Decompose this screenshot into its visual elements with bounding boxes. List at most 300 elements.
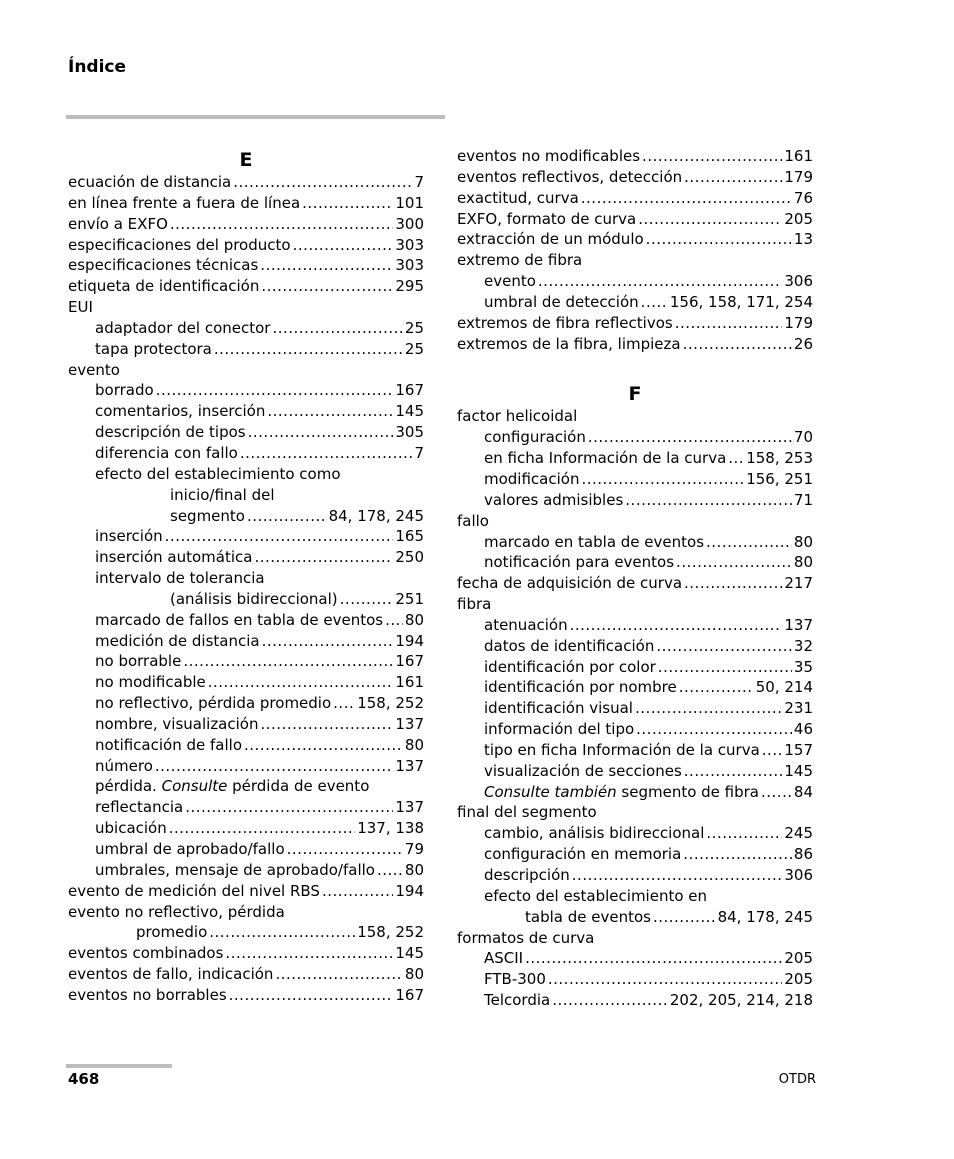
- index-entry: [457, 677, 813, 698]
- index-entry: [457, 948, 813, 969]
- dot-leader: [683, 844, 792, 865]
- section-letter-e: E: [239, 149, 253, 171]
- index-entry-pages: 137: [395, 756, 424, 775]
- index-entry-term-text: atenuación: [484, 615, 568, 634]
- index-entry-term-text: FTB-300: [484, 970, 546, 989]
- index-entry-term: [95, 610, 383, 631]
- index-entry-term: [95, 568, 265, 589]
- index-entry-term: [457, 229, 644, 250]
- index-entry-term-text: evento no reflectivo, pérdida: [68, 902, 285, 921]
- index-entry-pages: 161: [395, 673, 424, 692]
- index-entry-term-text: nombre, visualización: [95, 714, 259, 733]
- index-entry: [457, 823, 813, 844]
- index-entry: [457, 448, 813, 469]
- index-entry-term: [95, 818, 167, 839]
- dot-leader: [275, 964, 402, 985]
- index-entry-term-text: extremos de fibra reflectivos: [457, 313, 673, 332]
- index-entry: [457, 250, 813, 271]
- index-entry-term-text: en ficha Información de la curva: [484, 449, 727, 468]
- index-entry: [68, 193, 424, 214]
- index-entry: [457, 209, 813, 230]
- index-entry: [457, 573, 813, 594]
- dot-leader: [240, 443, 413, 464]
- dot-leader: [638, 209, 782, 230]
- dot-leader: [233, 172, 412, 193]
- dot-leader: [653, 907, 716, 928]
- dot-leader: [635, 698, 782, 719]
- index-entry-term: [484, 615, 568, 636]
- index-entry: [457, 406, 813, 427]
- index-entry-term-text: inicio/final del: [170, 485, 275, 504]
- index-entry-term: [457, 928, 594, 949]
- index-entry: [68, 422, 424, 443]
- index-entry-term: [95, 860, 375, 881]
- dot-leader: [248, 422, 394, 443]
- index-entry-term-text: eventos combinados: [68, 944, 224, 963]
- index-entry-term-text: eventos de fallo, indicación: [68, 965, 274, 984]
- index-entry-term: [457, 573, 682, 594]
- index-entry-term: [95, 756, 153, 777]
- dot-leader: [706, 823, 782, 844]
- index-entry-term: [95, 651, 181, 672]
- index-entry: [68, 985, 424, 1006]
- index-entry-term: [457, 511, 489, 532]
- index-entry-term: [484, 677, 677, 698]
- index-entry-term-text: modificación: [484, 469, 580, 488]
- index-entry: [457, 469, 813, 490]
- index-entry: [457, 229, 813, 250]
- index-entry-term-text: identificación por nombre: [484, 678, 677, 697]
- index-entry-term-text: reflectancia: [95, 798, 184, 817]
- index-entry-term-text: borrado: [95, 381, 154, 400]
- index-entry-term: [68, 360, 120, 381]
- dot-leader: [625, 490, 792, 511]
- index-entry-term-text: especificaciones del producto: [68, 235, 291, 254]
- dot-leader: [170, 214, 393, 235]
- index-entry-term: [484, 552, 674, 573]
- index-entry-term-text: umbral de detección: [484, 292, 639, 311]
- dot-leader: [683, 334, 792, 355]
- dot-leader: [675, 313, 783, 334]
- index-entry-term: [95, 714, 258, 735]
- index-entry: [68, 589, 424, 610]
- index-entry-term: [95, 526, 163, 547]
- index-entry-pages: 157: [784, 740, 813, 759]
- index-entry-term-text: umbrales, mensaje de aprobado/fallo: [95, 860, 375, 879]
- index-entry-pages: 305: [395, 423, 424, 442]
- index-entry-term: [457, 250, 582, 271]
- index-entry-term-text: pérdida de evento: [227, 777, 370, 796]
- index-entry-term-text: datos de identificación: [484, 636, 655, 655]
- index-entry-pages: 167: [395, 985, 424, 1004]
- index-entry-term: [95, 797, 183, 818]
- index-entry-pages: 306: [784, 866, 813, 884]
- index-entry-term: [68, 985, 227, 1006]
- index-entries-e-left: [68, 172, 424, 1006]
- index-entry-pages: 137: [395, 798, 424, 817]
- index-entry: [457, 188, 813, 209]
- index-entry: [68, 235, 424, 256]
- index-entry-pages: 26: [793, 334, 813, 353]
- index-entry: [68, 839, 424, 860]
- dot-leader: [333, 693, 355, 714]
- dot-leader: [185, 797, 393, 818]
- index-entry-term-text: no modificable: [95, 673, 206, 692]
- index-entry-pages: 80: [404, 965, 424, 984]
- index-entry-term-text: final del segmento: [457, 803, 597, 822]
- index-entry-term: [68, 214, 168, 235]
- dot-leader: [538, 271, 782, 292]
- index-entry: [68, 651, 424, 672]
- index-entry-term: [457, 594, 491, 615]
- index-entry: [457, 907, 813, 928]
- dot-leader: [581, 188, 792, 209]
- index-entry-term: [68, 881, 320, 902]
- index-entry-pages: 80: [793, 553, 813, 572]
- dot-leader: [646, 229, 792, 250]
- index-entry-term-text: ubicación: [95, 819, 167, 838]
- dot-leader: [244, 735, 403, 756]
- dot-leader: [247, 506, 327, 527]
- dot-leader: [761, 782, 792, 803]
- index-entry-term: [95, 443, 238, 464]
- index-entry-term-text: no reflectivo, pérdida promedio: [95, 694, 332, 713]
- index-entry: [68, 276, 424, 297]
- dot-leader: [706, 532, 792, 553]
- index-entry-term: [484, 427, 586, 448]
- index-entry-term: [95, 464, 341, 485]
- index-entry-term-text: inserción: [95, 527, 163, 546]
- index-entry-term: [484, 782, 759, 803]
- index-entry-pages: 300: [395, 214, 424, 233]
- dot-leader: [385, 610, 403, 631]
- index-entry: [457, 886, 813, 907]
- index-entry-pages: 70: [793, 428, 813, 447]
- dot-leader: [260, 255, 393, 276]
- index-entry-pages: 13: [793, 230, 813, 249]
- index-entry: [68, 693, 424, 714]
- index-entry-term: [457, 146, 640, 167]
- index-entry-term: [484, 990, 550, 1011]
- index-entry-term-text: marcado en tabla de eventos: [484, 532, 705, 551]
- index-entry-term-text: no borrable: [95, 652, 182, 671]
- index-entry-pages: 7: [414, 173, 424, 191]
- index-entry-term-text: ASCII: [484, 949, 524, 968]
- index-entry-pages: 194: [395, 881, 424, 900]
- index-entry-term: [68, 235, 291, 256]
- index-entry-term-text: factor helicoidal: [457, 407, 578, 426]
- index-entry-term-text: (análisis bidireccional): [170, 589, 338, 608]
- index-entry-pages: 32: [793, 636, 813, 655]
- index-entry: [457, 427, 813, 448]
- index-entry: [457, 146, 813, 167]
- index-entry-pages: 205: [784, 209, 813, 228]
- index-column-left: [68, 146, 424, 1006]
- index-entry-term-text: información del tipo: [484, 720, 635, 739]
- index-entry-term: [95, 339, 212, 360]
- index-entry: [457, 657, 813, 678]
- index-entry-pages: 84, 178, 245: [717, 907, 813, 926]
- index-entry-pages: 84: [793, 782, 813, 801]
- dot-leader: [641, 292, 668, 313]
- index-entry-term-text: extracción de un módulo: [457, 230, 644, 249]
- dot-leader: [183, 651, 393, 672]
- index-entry-term-text: etiqueta de identificación: [68, 277, 260, 296]
- index-entry-term-text: Telcordia: [484, 991, 551, 1010]
- index-entry-term-text: fecha de adquisición de curva: [457, 574, 683, 593]
- index-entry-term: [68, 943, 223, 964]
- index-entry-pages: 25: [404, 339, 424, 358]
- index-entry-term: [484, 292, 639, 313]
- dot-leader: [260, 714, 393, 735]
- index-entry-term-text: configuración: [484, 428, 586, 447]
- index-entry-term: [484, 636, 654, 657]
- index-entry-term-text: en línea frente a fuera de línea: [68, 193, 301, 212]
- index-entry: [68, 964, 424, 985]
- index-entry-pages: 161: [784, 147, 813, 165]
- index-entry-term: [484, 740, 760, 761]
- index-entry-term-text: evento: [484, 272, 536, 291]
- index-entry: [68, 860, 424, 881]
- dot-leader: [229, 985, 394, 1006]
- index-entry-pages: 156, 251: [746, 469, 813, 488]
- index-entry-pages: 137, 138: [357, 819, 424, 838]
- index-entry-term-text: intervalo de tolerancia: [95, 569, 265, 588]
- index-entry-term-text: EUI: [68, 298, 93, 317]
- index-entry-pages: 205: [784, 949, 813, 968]
- index-entry: [68, 255, 424, 276]
- index-entry-term: [68, 193, 300, 214]
- index-entry-term: [95, 401, 265, 422]
- index-entry-pages: 46: [793, 720, 813, 739]
- index-entry: [457, 761, 813, 782]
- index-entry-pages: 101: [395, 193, 424, 212]
- section-letter-f: F: [628, 383, 642, 406]
- dot-leader: [340, 589, 394, 610]
- dot-leader: [525, 948, 782, 969]
- index-entry-pages: 167: [395, 652, 424, 671]
- index-entry-term-text: umbral de aprobado/fallo: [95, 840, 285, 858]
- index-entry: [68, 714, 424, 735]
- dot-leader: [261, 276, 393, 297]
- index-entry: [457, 990, 813, 1011]
- index-entry: [457, 719, 813, 740]
- index-entry: [68, 443, 424, 464]
- index-entry-term: [484, 532, 704, 553]
- dot-leader: [169, 818, 355, 839]
- index-entry-see-reference: Consulte: [161, 777, 228, 796]
- index-entry: [68, 172, 424, 193]
- section-gap: [457, 354, 813, 380]
- index-entry-term: [95, 693, 331, 714]
- page-number: 468: [68, 1070, 100, 1088]
- index-entry-term: [95, 380, 154, 401]
- index-entry-see-reference: Consulte también: [484, 782, 617, 801]
- dot-leader: [658, 657, 792, 678]
- index-entry-pages: 245: [784, 824, 813, 843]
- index-entry-pages: 137: [784, 615, 813, 634]
- index-entry: [68, 401, 424, 422]
- index-entry-pages: 76: [793, 188, 813, 207]
- index-entry-pages: 80: [404, 860, 424, 879]
- dot-leader: [679, 677, 754, 698]
- index-entry-pages: 295: [395, 277, 424, 296]
- dot-leader: [165, 526, 394, 547]
- index-entry-term: [457, 188, 579, 209]
- dot-leader: [570, 615, 783, 636]
- index-entry-term-text: configuración en memoria: [484, 845, 682, 864]
- index-entry-pages: 165: [395, 527, 424, 546]
- index-entry-pages: 231: [784, 699, 813, 718]
- index-entry: [457, 928, 813, 949]
- index-entry-pages: 137: [395, 714, 424, 733]
- index-entry-pages: 303: [395, 235, 424, 254]
- index-entry-term-text: número: [95, 756, 153, 775]
- index-entry-pages: 167: [395, 381, 424, 400]
- index-entry-term-text: tapa protectora: [95, 339, 212, 358]
- index-entry-term: [457, 209, 636, 230]
- index-entry: [68, 506, 424, 527]
- index-entry-pages: 145: [395, 944, 424, 963]
- index-entry-term: [484, 865, 570, 886]
- index-entry-term-text: visualización de secciones: [484, 761, 682, 780]
- index-entry: [457, 636, 813, 657]
- index-entry-term: [484, 490, 623, 511]
- index-entry-pages: 84, 178, 245: [328, 506, 424, 525]
- index-entry-term-text: exactitud, curva: [457, 188, 579, 207]
- index-entry-pages: 145: [784, 761, 813, 780]
- index-entry-term-text: adaptador del conector: [95, 318, 271, 337]
- index-entry-pages: 303: [395, 256, 424, 275]
- index-entries-e-right: [457, 146, 813, 354]
- index-entry-term-text: notificación de fallo: [95, 735, 242, 754]
- footer-rule: [66, 1064, 172, 1068]
- dot-leader: [572, 865, 783, 886]
- index-entry-term: [457, 802, 597, 823]
- index-entry: [457, 313, 813, 334]
- index-entry: [457, 594, 813, 615]
- index-entry-pages: 80: [404, 735, 424, 754]
- index-entry-pages: 50, 214: [755, 678, 813, 697]
- index-entry-term-text: marcado de fallos en tabla de eventos: [95, 610, 384, 629]
- index-entry-term-text: descripción: [484, 866, 570, 884]
- index-entry-term: [68, 964, 273, 985]
- dot-leader: [762, 740, 783, 761]
- index-entry: [68, 360, 424, 381]
- index-entry-term-text: especificaciones técnicas: [68, 256, 259, 275]
- index-entry-term: [484, 969, 546, 990]
- index-entry-term-text: evento de medición del nivel RBS: [68, 881, 320, 900]
- index-entry-term-text: envío a EXFO: [68, 214, 168, 233]
- index-entry: [68, 214, 424, 235]
- index-entry: [68, 485, 424, 506]
- dot-leader: [552, 990, 668, 1011]
- index-entry-pages: 80: [793, 532, 813, 551]
- index-entry-pages: 306: [784, 272, 813, 291]
- index-entry: [68, 756, 424, 777]
- index-entry-term-text: identificación por color: [484, 657, 656, 676]
- index-entry: [68, 631, 424, 652]
- index-entry-term: [95, 735, 242, 756]
- index-entry-term-text: notificación para eventos: [484, 553, 675, 572]
- index-entry-term: [457, 334, 681, 355]
- index-entry-term-text: eventos no modificables: [457, 147, 641, 165]
- dot-leader: [322, 881, 393, 902]
- dot-leader: [642, 146, 782, 167]
- dot-leader: [267, 401, 393, 422]
- index-entry: [68, 380, 424, 401]
- dot-leader: [287, 839, 403, 860]
- index-entry-pages: 35: [793, 657, 813, 676]
- dot-leader: [728, 448, 744, 469]
- index-entry-term: [484, 469, 579, 490]
- index-entry-term-text: segmento de fibra: [616, 782, 759, 801]
- index-entry-term-text: eventos no borrables: [68, 985, 227, 1004]
- index-entry-term: [457, 406, 577, 427]
- index-entry-term: [136, 922, 207, 943]
- index-entry-term: [484, 844, 681, 865]
- index-entry-pages: 145: [395, 402, 424, 421]
- index-entry-term: [95, 318, 270, 339]
- index-entry-pages: 71: [793, 490, 813, 509]
- index-entry: [457, 511, 813, 532]
- index-entry: [68, 797, 424, 818]
- index-entry-term: [525, 907, 651, 928]
- index-entry: [68, 318, 424, 339]
- index-entry-term: [484, 761, 682, 782]
- index-entry: [457, 969, 813, 990]
- index-entry-term: [68, 276, 259, 297]
- index-entry-pages: 194: [395, 631, 424, 650]
- index-entry: [68, 776, 424, 797]
- index-entry-term-text: cambio, análisis bidireccional: [484, 824, 705, 843]
- index-entry-term: [170, 589, 338, 610]
- dot-leader: [676, 552, 792, 573]
- index-entry-term-text: extremo de fibra: [457, 251, 583, 270]
- index-entry-term-text: ecuación de distancia: [68, 173, 232, 191]
- index-entry-pages: 217: [784, 574, 813, 593]
- index-entry: [68, 526, 424, 547]
- index-entry: [457, 782, 813, 803]
- index-entry-pages: 86: [793, 845, 813, 864]
- index-entry-term: [68, 255, 258, 276]
- dot-leader: [254, 547, 393, 568]
- index-entry-term-text: extremos de la fibra, limpieza: [457, 334, 681, 353]
- index-entry-term-text: segmento: [170, 506, 245, 525]
- index-entry: [68, 735, 424, 756]
- index-entry-term-text: evento: [68, 360, 120, 379]
- index-entry-term-text: promedio: [136, 923, 208, 942]
- index-entry: [68, 339, 424, 360]
- index-column-right: [457, 146, 813, 1011]
- index-entry-term-text: efecto del establecimiento como: [95, 464, 341, 483]
- index-entry: [68, 943, 424, 964]
- index-entry: [457, 740, 813, 761]
- dot-leader: [684, 573, 782, 594]
- index-entry-term: [170, 506, 245, 527]
- index-entry-pages: 79: [404, 840, 424, 858]
- page-title: Índice: [68, 57, 127, 77]
- index-entry-term: [457, 167, 682, 188]
- index-entry: [68, 464, 424, 485]
- dot-leader: [548, 969, 782, 990]
- index-entry-term: [484, 271, 536, 292]
- dot-leader: [684, 761, 783, 782]
- index-entry-pages: 158, 253: [746, 449, 813, 468]
- index-entry-term: [484, 719, 634, 740]
- index-entry: [68, 568, 424, 589]
- index-entry-term-text: tipo en ficha Información de la curva: [484, 740, 760, 759]
